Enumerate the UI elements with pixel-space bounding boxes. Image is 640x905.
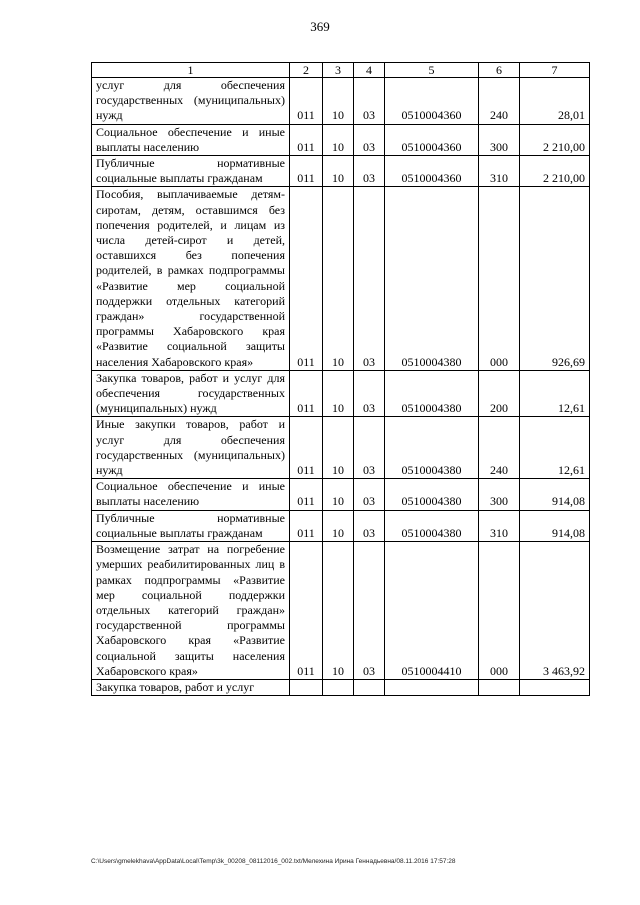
admin-code-cell: 011: [290, 370, 323, 417]
column-header: 4: [354, 63, 385, 78]
admin-code-cell: 011: [290, 510, 323, 541]
expense-type-cell: 000: [479, 542, 520, 680]
row-name-cell: Иные закупки товаров, работ и услуг для обеспечения государственных (муниципальных) нужд: [92, 417, 290, 479]
table-row: [92, 370, 590, 417]
target-article-cell: 0510004380: [385, 187, 479, 370]
admin-code-cell: 011: [290, 78, 323, 125]
amount-cell: 12,61: [520, 417, 590, 479]
subsection-cell: 03: [354, 370, 385, 417]
row-name-cell: Социальное обеспечение и иные выплаты населению: [92, 124, 290, 155]
budget-table: [91, 62, 590, 696]
table-row: [92, 510, 590, 541]
expense-type-cell: 310: [479, 156, 520, 187]
admin-code-cell: 011: [290, 124, 323, 155]
expense-type-cell: 240: [479, 417, 520, 479]
table-row: [92, 542, 590, 680]
target-article-cell: 0510004380: [385, 479, 479, 510]
subsection-cell: 03: [354, 187, 385, 370]
amount-cell: 914,08: [520, 510, 590, 541]
expense-type-cell: 000: [479, 187, 520, 370]
subsection-cell: 03: [354, 510, 385, 541]
subsection-cell: [354, 679, 385, 695]
admin-code-cell: 011: [290, 542, 323, 680]
expense-type-cell: 300: [479, 479, 520, 510]
expense-type-cell: 240: [479, 78, 520, 125]
table-row: [92, 78, 590, 125]
file-path-footer: C:\Users\gmelekhava\AppData\Local\Temp\3k_00208_08112016_002.txt/Мелехина Ирина Геннадьевна/08.11.2016 17:57:28: [91, 858, 456, 865]
table-row: [92, 417, 590, 479]
section-cell: 10: [323, 479, 354, 510]
admin-code-cell: 011: [290, 417, 323, 479]
amount-cell: 926,69: [520, 187, 590, 370]
row-name-cell: Публичные нормативные социальные выплаты гражданам: [92, 156, 290, 187]
table-row: [92, 679, 590, 695]
section-cell: 10: [323, 510, 354, 541]
target-article-cell: 0510004360: [385, 156, 479, 187]
amount-cell: 2 210,00: [520, 156, 590, 187]
subsection-cell: 03: [354, 417, 385, 479]
amount-cell: 28,01: [520, 78, 590, 125]
table-row: [92, 187, 590, 370]
admin-code-cell: 011: [290, 479, 323, 510]
table-header-row: [92, 63, 590, 78]
column-header: 5: [385, 63, 479, 78]
admin-code-cell: [290, 679, 323, 695]
admin-code-cell: 011: [290, 187, 323, 370]
row-name-cell: Закупка товаров, работ и услуг: [92, 679, 290, 695]
table-row: [92, 124, 590, 155]
expense-type-cell: 200: [479, 370, 520, 417]
section-cell: 10: [323, 187, 354, 370]
amount-cell: 12,61: [520, 370, 590, 417]
section-cell: 10: [323, 417, 354, 479]
target-article-cell: 0510004380: [385, 510, 479, 541]
admin-code-cell: 011: [290, 156, 323, 187]
target-article-cell: 0510004360: [385, 124, 479, 155]
row-name-cell: Возмещение затрат на погребение умерших реабилитированных лиц в рамках подпрограммы «Развитие мер социальной поддержки отдельных категорий граждан» государственной программы Хабаровского края «Развитие социальной защиты населения Хабаровского края»: [92, 542, 290, 680]
target-article-cell: 0510004410: [385, 542, 479, 680]
subsection-cell: 03: [354, 156, 385, 187]
row-name-cell: услуг для обеспечения государственных (муниципальных) нужд: [92, 78, 290, 125]
target-article-cell: 0510004380: [385, 417, 479, 479]
section-cell: 10: [323, 370, 354, 417]
section-cell: [323, 679, 354, 695]
column-header: 2: [290, 63, 323, 78]
target-article-cell: 0510004360: [385, 78, 479, 125]
subsection-cell: 03: [354, 542, 385, 680]
row-name-cell: Публичные нормативные социальные выплаты гражданам: [92, 510, 290, 541]
expense-type-cell: [479, 679, 520, 695]
row-name-cell: Социальное обеспечение и иные выплаты населению: [92, 479, 290, 510]
row-name-cell: Закупка товаров, работ и услуг для обеспечения государственных (муниципальных) нужд: [92, 370, 290, 417]
page-number: 369: [310, 19, 330, 34]
subsection-cell: 03: [354, 78, 385, 125]
table-row: [92, 479, 590, 510]
subsection-cell: 03: [354, 124, 385, 155]
table-row: [92, 156, 590, 187]
amount-cell: 3 463,92: [520, 542, 590, 680]
section-cell: 10: [323, 156, 354, 187]
row-name-cell: Пособия, выплачиваемые детям-сиротам, детям, оставшимся без попечения родителей, и лицам из числа детей-сирот и детей, оставшихся без попечения родителей, в рамках подпрограммы «Развитие мер социальной поддержки отдельных категорий граждан» государственной программы Хабаровского края «Развитие социальной защиты населения Хабаровского края»: [92, 187, 290, 370]
column-header: 6: [479, 63, 520, 78]
expense-type-cell: 300: [479, 124, 520, 155]
target-article-cell: 0510004380: [385, 370, 479, 417]
expense-type-cell: 310: [479, 510, 520, 541]
column-header: 1: [92, 63, 290, 78]
section-cell: 10: [323, 124, 354, 155]
target-article-cell: [385, 679, 479, 695]
section-cell: 10: [323, 542, 354, 680]
section-cell: 10: [323, 78, 354, 125]
amount-cell: 914,08: [520, 479, 590, 510]
column-header: 7: [520, 63, 590, 78]
column-header: 3: [323, 63, 354, 78]
amount-cell: [520, 679, 590, 695]
subsection-cell: 03: [354, 479, 385, 510]
amount-cell: 2 210,00: [520, 124, 590, 155]
